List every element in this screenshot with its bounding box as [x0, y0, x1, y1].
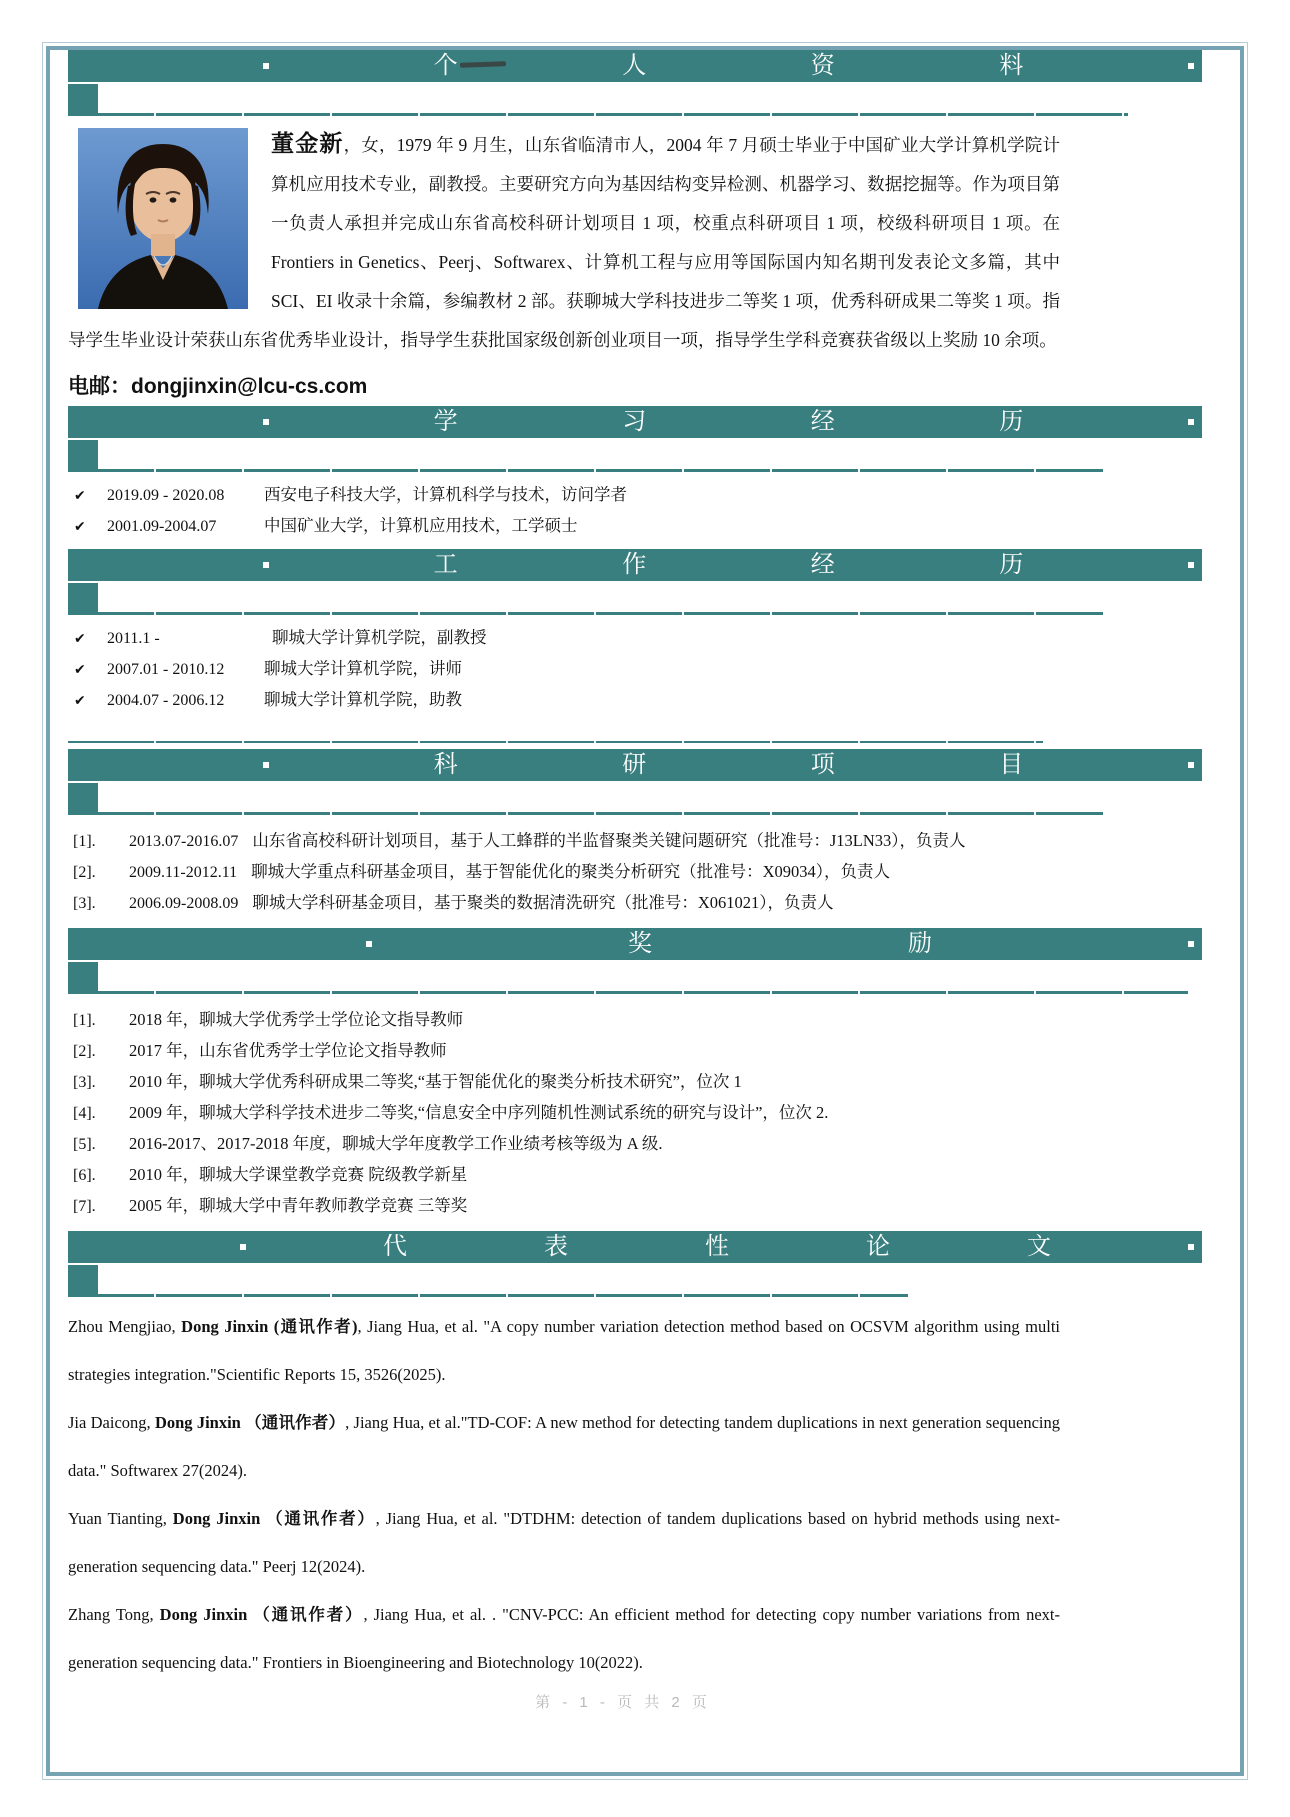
work-date: 2011.1 - [107, 630, 160, 647]
award-text: 2005 年，聊城大学中青年教师教学竞赛 三等奖 [129, 1196, 468, 1215]
education-desc: 西安电子科技大学，计算机科学与技术，访问学者 [264, 485, 627, 504]
work-list [68, 615, 1202, 723]
project-row [68, 827, 1202, 858]
banner-title-char: 目 [999, 751, 1024, 778]
banner-right-dot: · [1188, 762, 1194, 768]
banner-left-dot: · [263, 762, 269, 768]
award-text: 2018 年，聊城大学优秀学士学位论文指导教师 [129, 1010, 464, 1029]
papers-list [68, 1297, 1060, 1687]
check-icon: ✔ [74, 693, 86, 709]
section-banner-education [68, 406, 1202, 438]
banner-right-dot: · [1188, 941, 1194, 947]
award-text: 2017 年，山东省优秀学士学位论文指导教师 [129, 1041, 447, 1060]
tab-square [68, 440, 98, 472]
paper-citation: , Jiang Hua, et al. "DTDHM: detection of tandem duplications based on hybrid methods using next-generation sequencing data." Peerj 12(2024). [68, 1509, 1061, 1576]
page-footer: 第 - 1 - 页 共 2 页 [535, 1694, 711, 1711]
paper-citation: , Jiang Hua, et al."TD-COF: A new method for detecting tandem duplications in next generation sequencing data." Softwarex 27(2024). [68, 1413, 1060, 1480]
award-row [68, 1161, 1202, 1192]
work-row [68, 686, 1202, 717]
paper-item [68, 1495, 1060, 1591]
paper-item [68, 1591, 1060, 1687]
spacer [68, 723, 1202, 741]
work-desc: 聊城大学计算机学院，副教授 [272, 628, 487, 647]
award-row [68, 1037, 1202, 1068]
projects-list [68, 815, 1202, 928]
award-row [68, 1130, 1202, 1161]
banner-right-dot: · [1188, 63, 1194, 69]
banner-title-char: 奖 [628, 930, 652, 957]
banner-title-char: 历 [999, 551, 1024, 578]
education-date: 2001.09-2004.07 [107, 518, 217, 535]
project-number: [3]. [73, 895, 96, 912]
work-desc: 聊城大学计算机学院，讲师 [264, 659, 462, 678]
tab-underline [68, 812, 1103, 815]
banner-left-dot: · [263, 562, 269, 568]
banner-title-char: 学 [433, 408, 458, 435]
education-date: 2019.09 - 2020.08 [107, 487, 225, 504]
banner-title-char: 研 [622, 751, 647, 778]
banner-title-char: 人 [622, 52, 647, 79]
paper-item [68, 1399, 1060, 1495]
project-row [68, 889, 1202, 920]
banner-title-char: 论 [866, 1233, 890, 1260]
project-text: 山东省高校科研计划项目，基于人工蜂群的半监督聚类关键问题研究（批准号：J13LN33），负责人 [252, 831, 966, 850]
project-text: 聊城大学科研基金项目，基于聚类的数据清洗研究（批准号：X061021），负责人 [252, 893, 834, 912]
tab-square [68, 1265, 98, 1297]
paper-corresponding-author: Dong Jinxin （通讯作者） [159, 1605, 364, 1624]
project-date: 2009.11-2012.11 [129, 864, 238, 881]
project-row [68, 858, 1202, 889]
paper-authors-pre: Zhou Mengjiao, [68, 1317, 182, 1336]
award-text: 2009 年，聊城大学科学技术进步二等奖,“信息安全中序列随机性测试系统的研究与设计”，位次 2. [129, 1103, 829, 1122]
banner-right-dot: · [1188, 419, 1194, 425]
banner-left-dot: · [263, 419, 269, 425]
email-label: 电邮： [68, 375, 131, 398]
banner-tab-row [68, 781, 1202, 815]
education-desc: 中国矿业大学，计算机应用技术，工学硕士 [264, 516, 578, 535]
award-row [68, 1099, 1202, 1130]
banner-title-char: 表 [544, 1233, 568, 1260]
award-number: [7]. [73, 1198, 96, 1215]
line-above-banner [68, 741, 1043, 743]
tab-underline [68, 991, 1188, 994]
award-row [68, 1192, 1202, 1223]
education-list [68, 472, 1202, 549]
check-icon: ✔ [74, 488, 86, 504]
section-banner-projects [68, 749, 1202, 781]
banner-title-char: 文 [1027, 1233, 1051, 1260]
work-date: 2007.01 - 2010.12 [107, 661, 225, 678]
email-line [68, 370, 1202, 400]
award-text: 2010 年，聊城大学优秀科研成果二等奖,“基于智能优化的聚类分析技术研究”，位次 1 [129, 1072, 742, 1091]
banner-title-char: 科 [433, 751, 458, 778]
education-row [68, 481, 1202, 512]
project-number: [2]. [73, 864, 96, 881]
banner-title-char: 代 [383, 1233, 407, 1260]
banner-title-char: 历 [999, 408, 1024, 435]
check-icon: ✔ [74, 662, 86, 678]
banner-title-char: 经 [810, 408, 835, 435]
award-row [68, 1006, 1202, 1037]
banner-left-dot: · [366, 941, 372, 947]
tab-underline [68, 612, 1103, 615]
email-value: dongjinxin@lcu-cs.com [131, 375, 368, 398]
tab-underline [68, 1294, 908, 1297]
banner-left-dot: · [263, 63, 269, 69]
award-row [68, 1068, 1202, 1099]
project-number: [1]. [73, 833, 96, 850]
award-number: [1]. [73, 1012, 96, 1029]
banner-title-char: 性 [705, 1233, 729, 1260]
portrait-illustration [78, 128, 248, 309]
award-text: 2010 年，聊城大学课堂教学竞赛 院级教学新星 [129, 1165, 468, 1184]
paper-authors-pre: Yuan Tianting, [68, 1509, 173, 1528]
tab-square [68, 962, 98, 994]
project-text: 聊城大学重点科研基金项目，基于智能优化的聚类分析研究（批准号：X09034），负责人 [251, 862, 891, 881]
banner-right-dot: · [1188, 1244, 1194, 1250]
paper-corresponding-author: Dong Jinxin (通讯作者) [181, 1317, 358, 1336]
banner-title-char: 经 [810, 551, 835, 578]
banner-tab-row [68, 438, 1202, 472]
check-icon: ✔ [74, 519, 86, 535]
tab-square [68, 84, 98, 116]
tab-underline [68, 469, 1103, 472]
banner-title-char: 励 [908, 930, 932, 957]
check-icon: ✔ [74, 631, 86, 647]
banner-tab-row [68, 82, 1202, 116]
work-desc: 聊城大学计算机学院，助教 [264, 690, 462, 709]
banner-title-char: 习 [622, 408, 647, 435]
section-banner-work [68, 549, 1202, 581]
paper-item [68, 1303, 1060, 1399]
award-number: [3]. [73, 1074, 96, 1091]
section-banner-awards [68, 928, 1202, 960]
paper-citation: , Jiang Hua, et al. "A copy number variation detection method based on OCSVM algorithm using multi strategies integration."Scientific Reports 15, 3526(2025). [68, 1317, 1060, 1384]
award-number: [4]. [73, 1105, 96, 1122]
paper-authors-pre: Zhang Tong, [68, 1605, 160, 1624]
banner-title-char: 工 [433, 551, 458, 578]
paper-corresponding-author: Dong Jinxin （通讯作者） [172, 1509, 376, 1528]
banner-tab-row [68, 1263, 1202, 1297]
paper-corresponding-author: Dong Jinxin （通讯作者） [154, 1413, 346, 1432]
profile-bio-text: ，女，1979 年 9 月生，山东省临清市人，2004 年 7 月硕士毕业于中国矿业大学计算机学院计算机应用技术专业，副教授。主要研究方向为基因结构变异检测、机器学习、数据挖掘等。作为项目第一负责人承担并完成山东省高校科研计划项目 1 项，校重点科研项目 1 项，校级科研项目 1 项。在 Frontiers in Genetics、Peerj、Softwarex、计算机工程与应用等国际国内知名期刊发表论文多篇，其中 SCI、EI 收录十余篇，参编教材 2 部。获聊城大学科技进步二等奖 1 项，优秀科研成果二等奖 1 项。指导学生毕业设计荣获山东省优秀毕业设计，指导学生获批国家级创新创业项目一项，指导学生学科竞赛获省级以上奖励 10 余项。 [68, 135, 1061, 350]
banner-title-char: 料 [999, 52, 1024, 79]
section-banner-profile [68, 50, 1202, 82]
work-row [68, 624, 1202, 655]
award-number: [2]. [73, 1043, 96, 1060]
paper-citation: , Jiang Hua, et al. . "CNV-PCC: An efficient method for detecting copy number variations from next-generation sequencing data." Frontiers in Bioengineering and Biotechnology 10(2022). [68, 1605, 1060, 1672]
person-name: 董金新 [271, 130, 344, 156]
tab-square [68, 583, 98, 615]
education-row [68, 512, 1202, 543]
section-banner-papers [68, 1231, 1202, 1263]
banner-tab-row [68, 960, 1202, 994]
banner-title-char: 项 [810, 751, 835, 778]
profile-section [68, 124, 1060, 360]
work-row [68, 655, 1202, 686]
banner-title-char: 资 [810, 52, 835, 79]
project-date: 2013.07-2016.07 [129, 833, 239, 850]
project-date: 2006.09-2008.09 [129, 895, 239, 912]
banner-title-char: 个 [433, 52, 458, 79]
awards-list [68, 994, 1202, 1231]
banner-tab-row [68, 581, 1202, 615]
work-date: 2004.07 - 2006.12 [107, 692, 225, 709]
banner-title-char: 作 [622, 551, 647, 578]
tab-underline [68, 113, 1128, 116]
tab-square [68, 783, 98, 815]
award-number: [6]. [73, 1167, 96, 1184]
banner-left-dot: · [240, 1244, 246, 1250]
profile-photo [78, 128, 248, 309]
award-text: 2016-2017、2017-2018 年度，聊城大学年度教学工作业绩考核等级为 A 级. [129, 1134, 663, 1153]
banner-right-dot: · [1188, 562, 1194, 568]
resume-content [68, 50, 1202, 1712]
award-number: [5]. [73, 1136, 96, 1153]
paper-authors-pre: Jia Daicong, [68, 1413, 155, 1432]
